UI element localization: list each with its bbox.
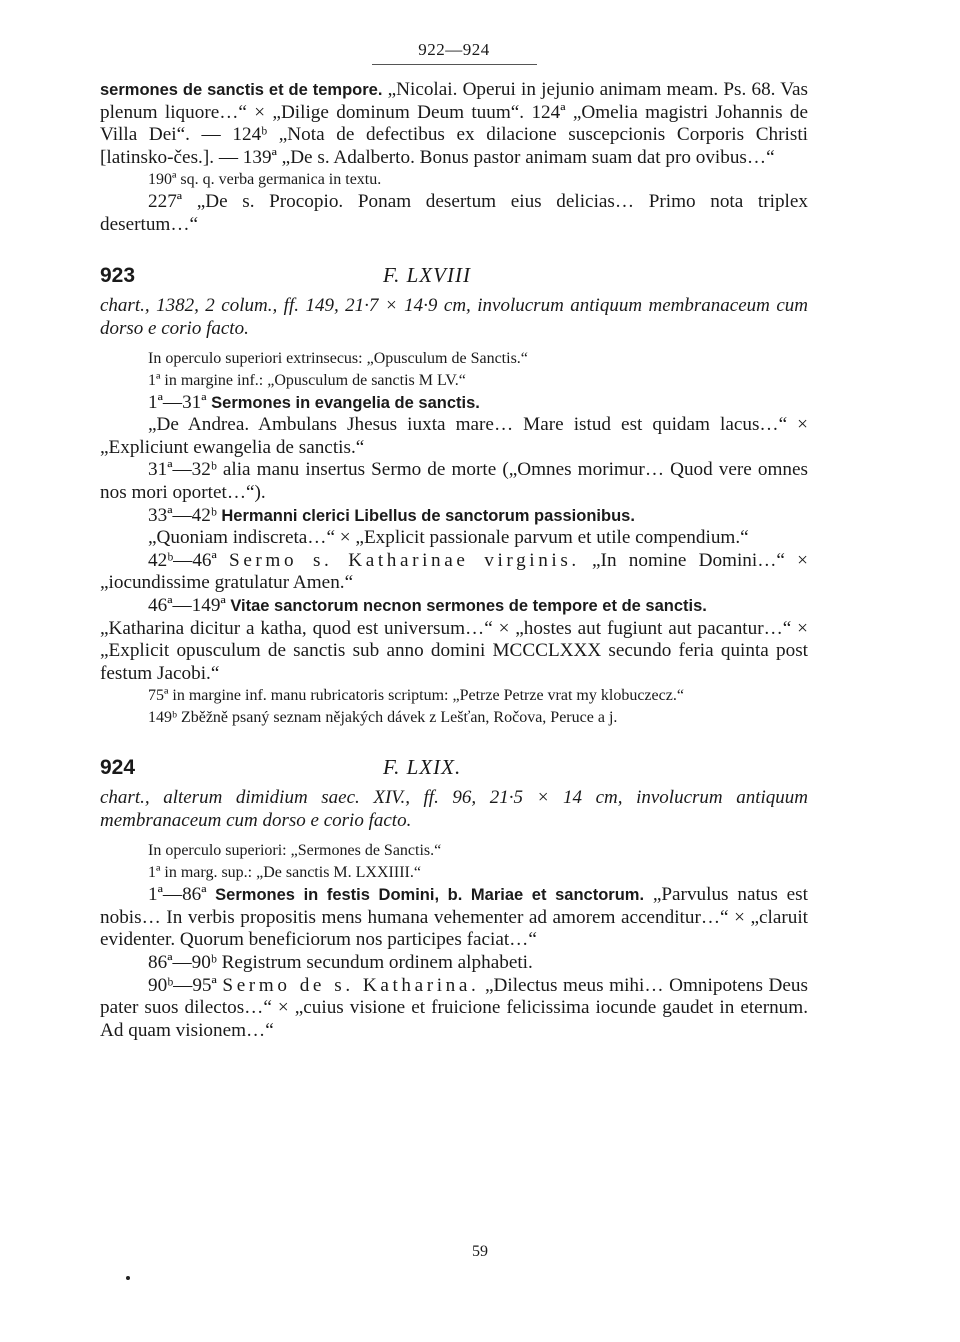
entry-signature: F. LXIX.	[383, 755, 462, 780]
page	[100, 40, 808, 1042]
folio-range: 46ª—149ª	[148, 594, 226, 616]
entry-923-p4	[100, 505, 808, 528]
entry-923-description: chart., 1382, 2 colum., ff. 149, 21·7 × 14·9 cm, involucrum antiquum membranaceum cum dorso e corio facto.	[100, 294, 808, 339]
entry-924-note2: 1ª in marg. sup.: „De sanctis M. LXXIIII.“	[148, 864, 421, 882]
section-title: Vitae sanctorum necnon sermones de tempore et de sanctis.	[225, 596, 707, 615]
entry-923-p3: 31ª—32ᵇ alia manu insertus Sermo de morte („Omnes morimur… Quod vere omnes nos mori oportet…“).	[100, 459, 808, 503]
heading-922: sermones de sanctis et de tempore.	[100, 81, 383, 99]
entry-924-p3	[100, 975, 808, 1043]
section-title: Sermones in festis Domini, b. Mariae et sanctorum.	[206, 886, 645, 905]
entry-924-header	[100, 755, 808, 780]
entry-923-p7	[100, 595, 808, 618]
text-span: „In nomine Domini…“ × „iocundissime gratulatur Amen.“	[100, 549, 808, 594]
text-922-p2: 190ª sq. q. verba germanica in textu.	[148, 171, 382, 189]
text-922-p1	[100, 79, 808, 169]
section-title-spaced: Sermo de s. Katharina.	[222, 974, 480, 996]
folio-range: 1ª—86ª	[148, 884, 207, 906]
entry-923-p6	[100, 550, 808, 595]
page-number: 59	[472, 1243, 488, 1260]
entry-923-p9: 75ª in margine inf. manu rubricatoris scriptum: „Petrze Petrze vrat my klobuczecz.“	[148, 687, 684, 705]
entry-923-p8: „Katharina dicitur a katha, quod est universum…“ × „hostes aut fugiunt aut pacantur…“ × „Explicit opusculum de sanctis sub anno domini MCCCLXXX secundo feria quinta post festum Jacobi.“	[100, 617, 808, 684]
section-title: Hermanni clerici Libellus de sanctorum passionibus.	[216, 506, 635, 525]
text-span: „Nicolai. Operui in jejunio animam meam. Ps. 68. Vas plenum liquore…“ × „Dilige dominum Deum tuum“. 124ª „Omelia magistri Johannis de Villa Dei“. — 124ᵇ „Nota de defectibus ex dilacione suscepcionis Corporis Christi [latinsko-čes.]. — 139ª „De s. Adalberto. Bonus pastor animam suam dat pro ovibus…“	[100, 79, 808, 168]
entry-924-description: chart., alterum dimidium saec. XIV., ff. 96, 21·5 × 14 cm, involucrum antiquum membranaceum cum dorso e corio facto.	[100, 787, 808, 832]
entry-924-note1: In operculo superiori: „Sermones de Sanctis.“	[148, 842, 442, 860]
section-title: Sermones in evangelia de sanctis.	[206, 393, 480, 412]
spacer	[100, 340, 808, 348]
folio-range: 90ᵇ—95ª	[148, 974, 217, 996]
head-rule	[372, 64, 537, 65]
entry-signature: F. LXVIII	[383, 262, 471, 287]
spacer	[100, 832, 808, 840]
entry-number: 924	[100, 756, 136, 780]
entry-923-note2: 1ª in margine inf.: „Opusculum de sanctis M LV.“	[148, 371, 466, 389]
entry-923-p5: „Quoniam indiscreta…“ × „Explicit passionale parvum et utile compendium.“	[148, 527, 749, 549]
folio-range: 1ª—31ª	[148, 391, 207, 413]
folio-range: 42ᵇ—46ª	[148, 549, 217, 571]
entry-number: 923	[100, 263, 136, 287]
stray-dot-mark	[126, 1276, 130, 1280]
text-span: „Parvulus natus est nobis… In verbis propositis mens humana vehementer ad amorem accenditur…“ × „claruit evidenter. Quorum beneficiorum nos participes faciat…“	[100, 884, 808, 951]
folio-range: 33ª—42ᵇ	[148, 504, 217, 526]
entry-923-note1: In operculo superiori extrinsecus: „Opusculum de Sanctis.“	[148, 349, 528, 367]
text-span: „Dilectus meus mihi… Omnipotens Deus pater suos dilectos…“ × „cuius visione et fruicione felicissima iocunde gaudet in eternum. Ad quam visionem…“	[100, 974, 808, 1041]
entry-923-header	[100, 263, 808, 288]
entry-924-p2: 86ª—90ᵇ Registrum secundum ordinem alphabeti.	[148, 952, 533, 974]
entry-923-p2: „De Andrea. Ambulans Jhesus iuxta mare… Mare istud est quidam lacus…“ × „Expliciunt ewangelia de sanctis.“	[100, 414, 808, 458]
text-922-p3: 227ª „De s. Procopio. Ponam desertum eius delicias… Primo nota triplex desertum…“	[100, 191, 808, 235]
entry-923-p10: 149ᵇ Zběžně psaný seznam nějakých dávek z Lešťan, Ročova, Peruce a j.	[148, 709, 618, 727]
running-head: 922—924	[418, 40, 490, 59]
entry-924-p1	[100, 884, 808, 952]
section-title-spaced: Sermo s. Katharinae virginis.	[229, 549, 580, 571]
entry-923-p1	[100, 392, 808, 415]
